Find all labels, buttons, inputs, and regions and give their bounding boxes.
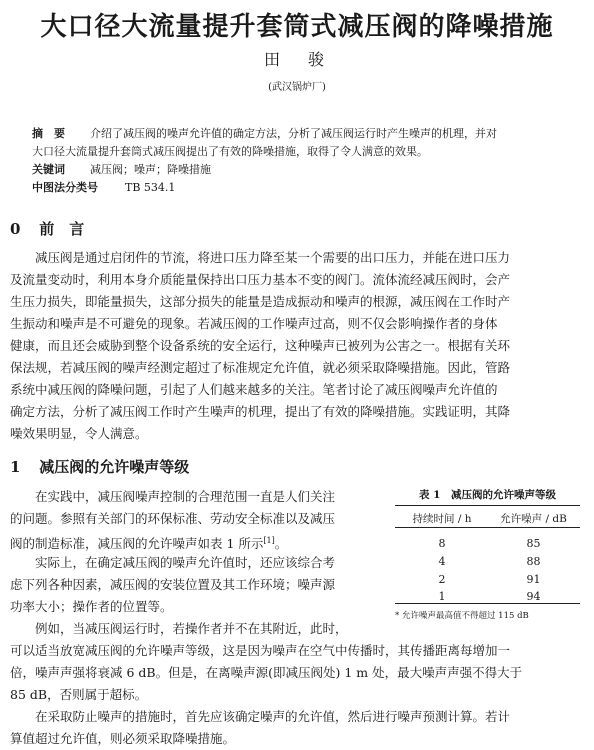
- preface-line: 系统中减压阀的降噪问题，引起了人们越来越多的关注。笔者讨论了减压阀噪声允许值的: [10, 382, 498, 397]
- table-footnote: * 允许噪声最高值不得超过 115 dB: [395, 611, 529, 621]
- preface-line: 生振动和噪声是不可避免的现象。若减压阀的工作噪声过高，则不仅会影响操作者的身体: [10, 316, 498, 331]
- table-cell-hours: 1: [438, 590, 446, 603]
- table-cell-db: 88: [526, 555, 541, 568]
- table-cell-db: 85: [526, 537, 541, 550]
- section-1-line-text: 阀的制造标准，减压阀的允许噪声如表 1 所示: [10, 536, 264, 552]
- citation-ref: [1]: [263, 536, 275, 545]
- table-cell-db: 91: [526, 573, 541, 586]
- section-0-heading: [10, 218, 84, 239]
- preface-line: 减压阀是通过启闭件的节流，将进口压力降至某一个需要的出口压力，并能在进口压力: [10, 250, 511, 265]
- section-1-line: 在采取防止噪声的措施时，首先应该确定噪声的允许值，然后进行噪声预测计算。若计: [10, 709, 511, 724]
- preface-paragraph: [10, 247, 582, 447]
- table-top-rule: [395, 505, 580, 506]
- preface-line: 确定方法，分析了减压阀工作时产生噪声的机理，提出了有效的降噪措施。实践证明，其降: [10, 404, 511, 419]
- section-1-line: 倍，噪声声强将衰减 6 dB。但是，在离噪声源(即减压阀处) 1 m 处，最大噪声声强不得大于: [10, 665, 523, 680]
- author-affiliation: (武汉锅炉厂): [268, 82, 326, 93]
- keywords-line: [32, 161, 211, 178]
- keywords-label: 关键词: [32, 163, 65, 176]
- table-caption: 表 1 减压阀的允许噪声等级: [419, 489, 556, 501]
- section-1-line: 的问题。参照有关部门的环保标准、劳动安全标准以及减压: [10, 511, 336, 526]
- table-cell-hours: 2: [438, 573, 446, 586]
- preface-line: 生压力损失，即能量损失，这部分损失的能量是造成振动和噪声的根源，减压阀在工作时产: [10, 294, 511, 309]
- section-1-line: 功率大小；操作者的位置等。: [10, 599, 173, 614]
- keywords-text: 减压阀；噪声；降噪措施: [90, 163, 211, 176]
- table-bottom-rule: [395, 603, 580, 604]
- abstract-line-1: [32, 125, 497, 142]
- abstract-label: 摘 要: [32, 127, 65, 140]
- section-1-heading: [10, 456, 189, 477]
- preface-line: 噪效果明显，令人满意。: [10, 426, 148, 441]
- section-1-title: 减压阀的允许噪声等级: [39, 458, 190, 476]
- section-1-number: 1: [10, 458, 21, 476]
- section-1-line: 可以适当放宽减压阀的允许噪声等级，这是因为噪声在空气中传播时，其传播距离每增加一: [10, 643, 511, 658]
- citation-tail: 。: [274, 536, 288, 552]
- classification-label: 中图法分类号: [32, 181, 98, 194]
- section-0-number: 0: [10, 220, 21, 238]
- table-header-hours: 持续时间 / h: [412, 513, 472, 525]
- section-1-line: 85 dB，否则属于超标。: [10, 687, 148, 702]
- section-1-line: 虑下列各种因素，减压阀的安装位置及其工作环境；噪声源: [10, 577, 336, 592]
- table-cell-hours: 4: [438, 555, 446, 568]
- classification-line: [32, 179, 175, 196]
- table-cell-hours: 8: [438, 537, 446, 550]
- preface-line: 及流量变动时，利用本身介质能量保持出口压力基本不变的阀门。流体流经减压阀时，会产: [10, 272, 511, 287]
- author-name: 田 骏: [263, 50, 330, 69]
- table-header-rule: [395, 527, 580, 528]
- section-1-line: 实际上，在确定减压阀的噪声允许值时，还应该综合考: [10, 555, 336, 570]
- table-cell-db: 94: [526, 590, 541, 603]
- preface-line: 健康，而且还会威胁到整个设备系统的安全运行，这种噪声已被列为公害之一。根据有关环: [10, 338, 511, 353]
- classification-code: TB 534.1: [125, 181, 176, 194]
- abstract-line-2: 大口径大流量提升套筒式减压阀提出了有效的降噪措施，取得了令人满意的效果。: [32, 145, 428, 158]
- section-1-line: 在实践中，减压阀噪声控制的合理范围一直是人们关注: [10, 489, 336, 504]
- preface-line: 保法规，若减压阀的噪声经测定超过了标准规定允许值，就必须采取降噪措施。因此，管路: [10, 360, 511, 375]
- abstract-text-1: 介绍了减压阀的噪声允许值的确定方法，分析了减压阀运行时产生噪声的机理，并对: [90, 127, 497, 140]
- section-0-title: 前 言: [39, 220, 85, 238]
- paper-title: 大口径大流量提升套筒式减压阀的降噪措施: [40, 12, 554, 42]
- table-header-db: 允许噪声 / dB: [500, 513, 567, 525]
- section-1-line: 算值超过允许值，则必须采取降噪措施。: [10, 731, 236, 746]
- section-1-line: 例如，当减压阀运行时，若操作者并不在其附近，此时，: [10, 621, 348, 636]
